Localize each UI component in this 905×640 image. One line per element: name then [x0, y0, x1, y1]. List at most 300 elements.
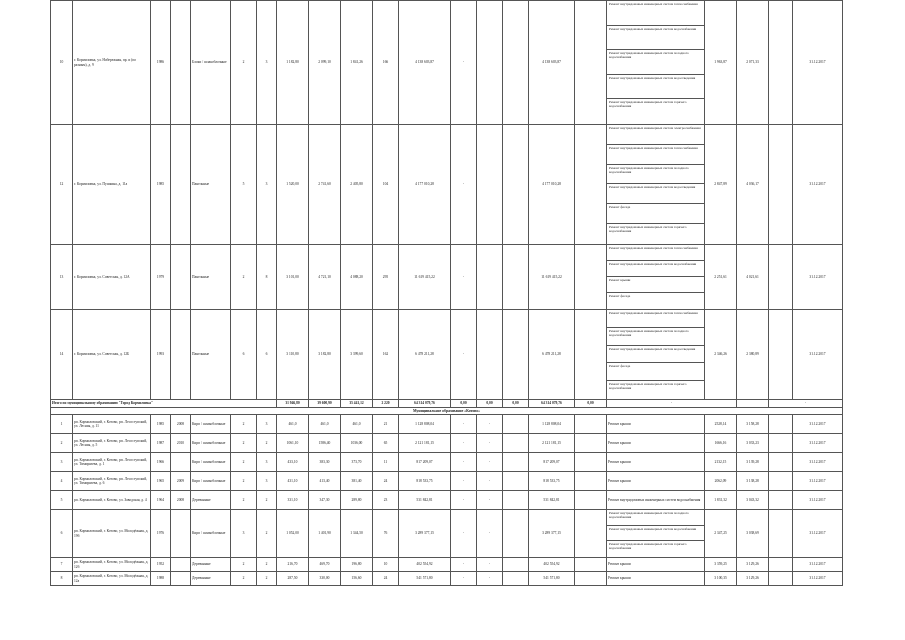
work-item: Ремонт фасада — [609, 294, 631, 298]
summary-label: Итого по муниципальному образованию "Город Кормиловка" — [51, 400, 277, 408]
year-built-cell: 1952 — [151, 558, 171, 572]
address-cell: рп. Кормиловский, г. Котово, ул. Молодёжная, д. 19б — [73, 510, 151, 558]
empty-cell — [503, 125, 529, 245]
work-item: Ремонт внутридомовых инженерных систем водоснабжения — [607, 526, 704, 542]
floors-cell: 2 — [231, 558, 257, 572]
capital-repair-table — [50, 0, 843, 586]
total-cost-cell: 541 571,80 — [529, 572, 575, 586]
entrances-cell: 2 — [257, 491, 277, 510]
cost-cell: 402 554,92 — [399, 558, 451, 572]
table-row — [51, 245, 843, 310]
entrances-cell: 2 — [257, 510, 277, 558]
regional-funds-cell: - — [451, 472, 477, 491]
wall-material-cell: Кирп / шлакоблочные — [191, 510, 231, 558]
regional-funds-cell: - — [451, 310, 477, 400]
work-item: Ремонт внутридомовых инженерных систем теплоснабжения — [607, 310, 704, 328]
empty-cell — [503, 453, 529, 472]
cost-cell: 6 478 211,28 — [399, 310, 451, 400]
table-row — [51, 434, 843, 453]
residential-area-cell: 1 401,90 — [309, 510, 341, 558]
year-built-cell: 1965 — [151, 472, 171, 491]
total-area-cell: 433,10 — [277, 453, 309, 472]
empty-cell — [769, 491, 793, 510]
year-repair-cell: 2009 — [171, 472, 191, 491]
empty-cell — [769, 310, 793, 400]
residential-area-cell: 347,30 — [309, 491, 341, 510]
residents-cell: 21 — [373, 415, 399, 434]
year-repair-cell — [171, 245, 191, 310]
summary-area-live: 35 441,12 — [341, 400, 373, 408]
row-number: 6 — [51, 510, 73, 558]
empty-cell — [575, 453, 607, 472]
total-area-cell: 3 101,00 — [277, 245, 309, 310]
work-type-cell: Ремонт крыши — [607, 472, 705, 491]
max-unit-cost-cell: 3 129,26 — [737, 558, 769, 572]
work-type-cell: Ремонт крыши — [607, 453, 705, 472]
empty-cell — [503, 245, 529, 310]
residential-area-cell: 3 182,80 — [309, 310, 341, 400]
residents-cell: 76 — [373, 510, 399, 558]
year-built-cell: 1966 — [151, 453, 171, 472]
empty-cell — [769, 572, 793, 586]
wall-material-cell: Деревянные — [191, 558, 231, 572]
residents-cell: 11 — [373, 453, 399, 472]
owner-funds-cell — [477, 125, 503, 245]
max-unit-cost-cell: 3 139,28 — [737, 453, 769, 472]
row-number: 12 — [51, 125, 73, 245]
entrances-cell: 3 — [257, 472, 277, 491]
work-item: Ремонт внутридомовых инженерных систем холодного водоснабжения — [607, 328, 704, 346]
regional-funds-cell: - — [451, 572, 477, 586]
work-item: Ремонт фасада — [607, 204, 704, 224]
summary-cost: 64 314 079,76 — [399, 400, 451, 408]
year-repair-cell — [171, 558, 191, 572]
total-area-cell: 431,10 — [277, 472, 309, 491]
address-cell: рп. Кормиловский, г. Котово, ул. Молодёжная, д. 12а — [73, 572, 151, 586]
address-cell: рп. Кормиловский, г. Котово, рп. Лесоступский, ул. Тимирязева, д. 6 — [73, 472, 151, 491]
work-item: Ремонт внутридомовых инженерных систем электроснабжения — [607, 125, 704, 145]
row-number: 14 — [51, 310, 73, 400]
floors-cell: 5 — [231, 125, 257, 245]
work-item: Ремонт внутридомовых инженерных систем горячего водоснабжения — [609, 225, 687, 234]
cost-cell: 1 128 808,04 — [399, 415, 451, 434]
work-item: Ремонт внутридомовых инженерных систем теплоснабжения — [607, 245, 704, 261]
year-repair-cell — [171, 453, 191, 472]
unit-cost-cell: 2528,14 — [705, 415, 737, 434]
unit-cost-cell: 2 847,89 — [705, 125, 737, 245]
work-item: Ремонт внутридомовых инженерных систем холодного водоснабжения — [607, 50, 704, 75]
owner-funds-cell: - — [477, 453, 503, 472]
municipality-row — [51, 408, 843, 415]
work-item: Ремонт внутридомовых инженерных систем водоотведения — [607, 346, 704, 364]
summary-reg: 0,00 — [451, 400, 477, 408]
total-area-cell: 1061,10 — [277, 434, 309, 453]
total-area-cell: 331,10 — [277, 491, 309, 510]
residents-cell: 295 — [373, 245, 399, 310]
owner-funds-cell — [477, 310, 503, 400]
total-cost-cell: 531 842,81 — [529, 491, 575, 510]
summary-dash: - — [607, 400, 737, 408]
unit-cost-cell: 2132,15 — [705, 453, 737, 472]
owner-funds-cell: - — [477, 510, 503, 558]
regional-funds-cell: - — [451, 491, 477, 510]
unit-cost-cell: 1 963,87 — [705, 1, 737, 125]
work-type-cell: Ремонт крыши — [607, 434, 705, 453]
work-item: Ремонт внутридомовых инженерных систем водоотведения — [607, 75, 704, 100]
deadline-cell: 31.12.2017 — [793, 310, 843, 400]
work-item: Ремонт внутридомовых инженерных систем теплоснабжения — [607, 145, 704, 165]
residential-area-cell: 413,40 — [309, 472, 341, 491]
empty-cell — [503, 1, 529, 125]
max-unit-cost-cell: 2 380,89 — [737, 310, 769, 400]
living-area-cell: 1 841,26 — [341, 1, 373, 125]
empty-cell — [503, 510, 529, 558]
living-area-cell: 461,0 — [341, 415, 373, 434]
max-unit-cost-cell: 4 021,61 — [737, 245, 769, 310]
year-built-cell: 1979 — [151, 245, 171, 310]
regional-funds-cell: - — [451, 245, 477, 310]
empty-cell — [575, 415, 607, 434]
wall-material-cell: Панельные — [191, 310, 231, 400]
empty-cell — [503, 472, 529, 491]
empty-cell — [503, 415, 529, 434]
empty-cell — [503, 491, 529, 510]
regional-funds-cell: - — [451, 453, 477, 472]
year-repair-cell — [171, 125, 191, 245]
residents-cell: 24 — [373, 472, 399, 491]
total-area-cell: 1 520,00 — [277, 125, 309, 245]
address-cell: рп. Кормиловский, г. Котово, рп. Лесоступский, ул. Лесная, д. 5 — [73, 434, 151, 453]
owner-funds-cell: - — [477, 558, 503, 572]
row-number: 2 — [51, 434, 73, 453]
work-item: Ремонт крыши — [607, 277, 704, 293]
table-row — [51, 558, 843, 572]
work-item: Ремонт внутридомовых инженерных систем горячего водоснабжения — [609, 100, 687, 109]
municipality-title: Муниципальное образование «Котово» — [51, 408, 843, 415]
floors-cell: 3 — [231, 510, 257, 558]
deadline-cell: 31.12.2017 — [793, 434, 843, 453]
year-built-cell: 1988 — [151, 572, 171, 586]
empty-cell — [575, 1, 607, 125]
residential-area-cell: 1586,40 — [309, 434, 341, 453]
max-unit-cost-cell: 4 036,17 — [737, 125, 769, 245]
work-type-cell: Ремонт крыши — [607, 572, 705, 586]
row-number: 7 — [51, 558, 73, 572]
address-cell: г. Кормиловка, ул. Пушкина, д. 11а — [73, 125, 151, 245]
cost-cell: 817 209,07 — [399, 453, 451, 472]
report-sheet — [50, 0, 842, 610]
work-type-cell: Ремонт внутридомовых инженерных систем водоснабжения — [607, 491, 705, 510]
empty-cell — [575, 125, 607, 245]
unit-cost-cell: 1666,16 — [705, 434, 737, 453]
work-item: Ремонт внутридомовых инженерных систем водоснабжения — [607, 26, 704, 51]
work-item: Ремонт внутридомовых инженерных систем холодного водоснабжения — [607, 510, 704, 526]
total-cost-cell: 4 138 603,87 — [529, 1, 575, 125]
empty-cell — [503, 558, 529, 572]
residential-area-cell: 4 721,10 — [309, 245, 341, 310]
max-unit-cost-cell: 3 138,28 — [737, 472, 769, 491]
works-cell — [607, 1, 705, 125]
deadline-cell: 31.12.2017 — [793, 453, 843, 472]
year-repair-cell — [171, 572, 191, 586]
living-area-cell: 196,80 — [341, 558, 373, 572]
living-area-cell: 1 344,50 — [341, 510, 373, 558]
max-unit-cost-cell: 3 033,23 — [737, 434, 769, 453]
residents-cell: 24 — [373, 572, 399, 586]
entrances-cell: 2 — [257, 434, 277, 453]
living-area-cell: 381,40 — [341, 472, 373, 491]
cost-cell: 2 121 181,15 — [399, 434, 451, 453]
summary-other: 0,00 — [503, 400, 529, 408]
empty-cell — [575, 491, 607, 510]
row-number: 3 — [51, 453, 73, 472]
work-item: Ремонт фасада — [607, 363, 704, 381]
unit-cost-cell: 2062,09 — [705, 472, 737, 491]
empty-cell — [769, 558, 793, 572]
address-cell: рп. Кормиловский, г. Котово, рп. Лесоступский, ул. Тимирязева, д. 1 — [73, 453, 151, 472]
deadline-cell: 31.12.2017 — [793, 125, 843, 245]
address-cell: рп. Кормиловский, г. Котово, рп. Лесоступский, ул. Лесная, д. 11 — [73, 415, 151, 434]
entrances-cell: 8 — [257, 245, 277, 310]
empty-cell — [503, 310, 529, 400]
total-cost-cell: 6 478 211,28 — [529, 310, 575, 400]
total-cost-cell: 818 533,75 — [529, 472, 575, 491]
total-cost-cell: 817 209,07 — [529, 453, 575, 472]
regional-funds-cell: - — [451, 125, 477, 245]
work-item: Ремонт внутридомовых инженерных систем горячего водоснабжения — [609, 542, 687, 551]
empty-cell — [769, 453, 793, 472]
residents-cell: 162 — [373, 310, 399, 400]
works-cell — [607, 245, 705, 310]
floors-cell: 2 — [231, 415, 257, 434]
wall-material-cell: Кирп / шлакоблочные — [191, 434, 231, 453]
empty-cell — [769, 1, 793, 125]
floors-cell: 2 — [231, 434, 257, 453]
regional-funds-cell: - — [451, 1, 477, 125]
cost-cell: 4 177 010,28 — [399, 125, 451, 245]
empty-cell — [769, 510, 793, 558]
empty-cell — [503, 572, 529, 586]
empty-cell — [769, 434, 793, 453]
entrances-cell: 2 — [257, 572, 277, 586]
total-cost-cell: 2 121 181,15 — [529, 434, 575, 453]
wall-material-cell: Кирп / шлакоблочные — [191, 415, 231, 434]
year-built-cell: 1987 — [151, 434, 171, 453]
unit-cost-cell: 1 831,32 — [705, 491, 737, 510]
unit-cost-cell: 3 359,25 — [705, 558, 737, 572]
entrances-cell: 3 — [257, 453, 277, 472]
summary-row — [51, 400, 843, 408]
empty-cell — [575, 310, 607, 400]
wall-material-cell: Панельные — [191, 125, 231, 245]
row-number: 5 — [51, 491, 73, 510]
cost-cell: 11 619 415,22 — [399, 245, 451, 310]
deadline-cell: 31.12.2017 — [793, 558, 843, 572]
deadline-cell: 31.12.2017 — [793, 510, 843, 558]
max-unit-cost-cell: 2 071,33 — [737, 1, 769, 125]
total-cost-cell: 11 619 415,22 — [529, 245, 575, 310]
empty-cell — [769, 415, 793, 434]
unit-cost-cell: 3 100,35 — [705, 572, 737, 586]
table-row — [51, 453, 843, 472]
entrances-cell: 3 — [257, 1, 277, 125]
table-row — [51, 510, 843, 558]
row-number: 10 — [51, 1, 73, 125]
wall-material-cell: Кирп / шлакоблочные — [191, 453, 231, 472]
wall-material-cell: Панельные — [191, 245, 231, 310]
year-built-cell: 1985 — [151, 415, 171, 434]
unit-cost-cell: 2 346,26 — [705, 310, 737, 400]
year-repair-cell — [171, 510, 191, 558]
deadline-cell: 31.12.2017 — [793, 572, 843, 586]
year-repair-cell — [171, 1, 191, 125]
table-row — [51, 572, 843, 586]
owner-funds-cell — [477, 1, 503, 125]
regional-funds-cell: - — [451, 434, 477, 453]
summary-area-res: 39 600,90 — [309, 400, 341, 408]
entrances-cell: 3 — [257, 415, 277, 434]
residents-cell: 104 — [373, 125, 399, 245]
work-type-cell: Ремонт крыши — [607, 558, 705, 572]
table-row — [51, 1, 843, 125]
empty-cell — [769, 245, 793, 310]
total-area-cell: 1 052,00 — [277, 510, 309, 558]
living-area-cell: 1036,00 — [341, 434, 373, 453]
wall-material-cell: Деревянные — [191, 572, 231, 586]
works-cell — [607, 510, 705, 558]
row-number: 4 — [51, 472, 73, 491]
empty-cell — [575, 434, 607, 453]
floors-cell: 2 — [231, 472, 257, 491]
cost-cell: 541 571,80 — [399, 572, 451, 586]
floors-cell: 2 — [231, 572, 257, 586]
year-built-cell: 1993 — [151, 310, 171, 400]
empty-cell — [737, 400, 769, 408]
row-number: 8 — [51, 572, 73, 586]
work-item: Ремонт внутридомовых инженерных систем водоотведения — [607, 184, 704, 204]
residential-area-cell: 469,70 — [309, 558, 341, 572]
wall-material-cell: Деревянные — [191, 491, 231, 510]
year-built-cell: 1976 — [151, 510, 171, 558]
living-area-cell: 4 088,20 — [341, 245, 373, 310]
residential-area-cell: 461,0 — [309, 415, 341, 434]
regional-funds-cell: - — [451, 510, 477, 558]
year-repair-cell — [171, 310, 191, 400]
year-built-cell: 1985 — [151, 125, 171, 245]
floors-cell: 2 — [231, 491, 257, 510]
unit-cost-cell: 2 251,61 — [705, 245, 737, 310]
empty-cell — [575, 572, 607, 586]
unit-cost-cell: 2 347,25 — [705, 510, 737, 558]
year-built-cell: 1964 — [151, 491, 171, 510]
wall-material-cell: Блоки / шлакоблочные — [191, 1, 231, 125]
total-area-cell: 216,70 — [277, 558, 309, 572]
work-item: Ремонт внутридомовых инженерных систем горячего водоснабжения — [609, 382, 687, 391]
row-number: 13 — [51, 245, 73, 310]
cost-cell: 4 138 603,87 — [399, 1, 451, 125]
living-area-cell: 3 399,60 — [341, 310, 373, 400]
total-cost-cell: 3 289 377,15 — [529, 510, 575, 558]
year-built-cell: 1986 — [151, 1, 171, 125]
table-row — [51, 125, 843, 245]
deadline-cell: 31.12.2017 — [793, 415, 843, 434]
table-row — [51, 310, 843, 400]
work-item: Ремонт внутридомовых инженерных систем холодного водоснабжения — [607, 165, 704, 185]
deadline-cell: 31.12.2017 — [793, 245, 843, 310]
floors-cell: 2 — [231, 245, 257, 310]
owner-funds-cell: - — [477, 572, 503, 586]
address-cell: рп. Кормиловский, г. Котово, ул. Заводская, д. 4 — [73, 491, 151, 510]
regional-funds-cell: - — [451, 415, 477, 434]
regional-funds-cell: - — [451, 558, 477, 572]
total-cost-cell: 4 177 010,28 — [529, 125, 575, 245]
year-repair-cell: 2008 — [171, 491, 191, 510]
residents-cell: 23 — [373, 491, 399, 510]
living-area-cell: 373,70 — [341, 453, 373, 472]
summary-own2: 0,00 — [575, 400, 607, 408]
living-area-cell: 2 405,80 — [341, 125, 373, 245]
summary-area: 31 946,80 — [277, 400, 309, 408]
empty-cell — [769, 125, 793, 245]
table-row — [51, 415, 843, 434]
residents-cell: 166 — [373, 1, 399, 125]
max-unit-cost-cell: 3 158,28 — [737, 415, 769, 434]
cost-cell: 3 289 377,15 — [399, 510, 451, 558]
residential-area-cell: 2 099,10 — [309, 1, 341, 125]
residents-cell: 10 — [373, 558, 399, 572]
residents-cell: 65 — [373, 434, 399, 453]
owner-funds-cell — [477, 245, 503, 310]
deadline-cell: 31.12.2017 — [793, 1, 843, 125]
address-cell: г. Кормиловка, ул. Набережная, пр. и (по разным), д. 9 — [73, 1, 151, 125]
summary-total: 64 314 079,76 — [529, 400, 575, 408]
floors-cell: 6 — [231, 310, 257, 400]
summary-own: 0,00 — [477, 400, 503, 408]
work-type-cell: Ремонт крыши — [607, 415, 705, 434]
max-unit-cost-cell: 3 038,69 — [737, 510, 769, 558]
entrances-cell: 3 — [257, 125, 277, 245]
year-repair-cell: 2008 — [171, 415, 191, 434]
empty-cell — [575, 558, 607, 572]
work-item: Ремонт внутридомовых инженерных систем водоснабжения — [607, 261, 704, 277]
works-cell — [607, 125, 705, 245]
total-cost-cell: 402 554,92 — [529, 558, 575, 572]
year-repair-cell: 2010 — [171, 434, 191, 453]
residential-area-cell: 2 741,60 — [309, 125, 341, 245]
cost-cell: 531 842,81 — [399, 491, 451, 510]
address-cell: г. Кормиловка, ул. Советская, д. 12А — [73, 245, 151, 310]
owner-funds-cell: - — [477, 491, 503, 510]
total-area-cell: 1 182,80 — [277, 1, 309, 125]
owner-funds-cell: - — [477, 434, 503, 453]
floors-cell: 2 — [231, 1, 257, 125]
max-unit-cost-cell: 3 129,26 — [737, 572, 769, 586]
empty-cell — [769, 472, 793, 491]
living-area-cell: 289,80 — [341, 491, 373, 510]
living-area-cell: 156,60 — [341, 572, 373, 586]
residential-area-cell: 330,00 — [309, 572, 341, 586]
total-cost-cell: 1 128 808,04 — [529, 415, 575, 434]
total-area-cell: 287,50 — [277, 572, 309, 586]
empty-cell — [575, 245, 607, 310]
total-area-cell: 3 110,80 — [277, 310, 309, 400]
address-cell: рп. Кормиловский, г. Котово, ул. Молодёжная, д. 12б — [73, 558, 151, 572]
row-number: 1 — [51, 415, 73, 434]
wall-material-cell: Кирп / шлакоблочные — [191, 472, 231, 491]
table-row — [51, 491, 843, 510]
floors-cell: 2 — [231, 453, 257, 472]
owner-funds-cell: - — [477, 472, 503, 491]
